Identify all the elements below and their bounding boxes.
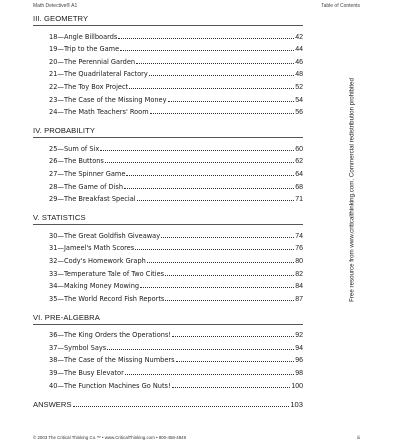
toc-entry[interactable] xyxy=(33,153,303,166)
entry-title: 29—The Breakfast Special xyxy=(49,195,136,204)
entry-page-number: 60 xyxy=(295,145,303,153)
entry-title: 27—The Spinner Game xyxy=(49,169,126,178)
entry-page-number: 62 xyxy=(295,158,303,166)
entry-page-number: 96 xyxy=(295,357,303,365)
dot-leader xyxy=(124,188,294,189)
entry-title: 19—Trip to the Game xyxy=(49,45,120,54)
toc-entry[interactable] xyxy=(33,240,303,253)
entry-page-number: 74 xyxy=(295,232,303,240)
dot-leader xyxy=(135,249,294,250)
toc-entry[interactable] xyxy=(33,53,303,66)
entry-page-number: 64 xyxy=(295,170,303,178)
toc-entry[interactable] xyxy=(33,104,303,117)
entry-title: 26—The Buttons xyxy=(49,157,104,166)
entry-page-number: 44 xyxy=(295,46,303,54)
entry-page-number: 100 xyxy=(291,382,303,390)
entry-title: 30—The Great Goldfish Giveaway xyxy=(49,231,161,240)
dot-leader xyxy=(125,374,294,375)
entry-page-number: 76 xyxy=(295,245,303,253)
entry-title: 34—Making Money Mowing xyxy=(49,282,140,291)
dot-leader xyxy=(168,101,295,102)
entry-page-number: 52 xyxy=(295,83,303,91)
entry-page-number: 87 xyxy=(295,295,303,303)
toc-entry-answers[interactable] xyxy=(33,397,303,409)
toc-section xyxy=(33,126,303,203)
dot-leader xyxy=(126,175,294,176)
toc-entry[interactable] xyxy=(33,140,303,153)
dot-leader xyxy=(73,406,289,407)
dot-leader xyxy=(107,349,294,350)
footer-page-number: iii xyxy=(357,435,360,440)
dot-leader xyxy=(147,262,294,263)
footer-copyright: © 2003 The Critical Thinking Co.™ • www.CriticalThinking.com • 800-458-4849 xyxy=(33,435,187,440)
entry-title: 21—The Quadrilateral Factory xyxy=(49,70,148,79)
toc-entry[interactable] xyxy=(33,91,303,104)
toc-entry[interactable] xyxy=(33,252,303,265)
entry-title: 22—The Toy Box Project xyxy=(49,82,129,91)
entry-page-number: 68 xyxy=(295,183,303,191)
entry-title: 28—The Game of Dish xyxy=(49,182,124,191)
entry-page-number: 71 xyxy=(295,196,303,204)
dot-leader xyxy=(137,200,295,201)
toc-entry[interactable] xyxy=(33,66,303,79)
toc-entry[interactable] xyxy=(33,227,303,240)
entry-title: 36—The King Orders the Operations! xyxy=(49,331,172,340)
dot-leader xyxy=(100,150,294,151)
entry-page-number: 98 xyxy=(295,370,303,378)
toc-entry[interactable] xyxy=(33,290,303,303)
entry-title: 18—Angle Billboards xyxy=(49,32,118,41)
dot-leader xyxy=(172,387,291,388)
entry-page-number: 56 xyxy=(295,109,303,117)
dot-leader xyxy=(136,63,294,64)
dot-leader xyxy=(165,300,294,301)
entry-title: 23—The Case of the Missing Money xyxy=(49,95,167,104)
entry-page-number: 80 xyxy=(295,257,303,265)
entry-page-number: 54 xyxy=(295,96,303,104)
dot-leader xyxy=(149,75,294,76)
redistribution-notice xyxy=(345,0,359,445)
toc-entry[interactable] xyxy=(33,178,303,191)
dot-leader xyxy=(150,113,295,114)
toc-entry[interactable] xyxy=(33,191,303,204)
dot-leader xyxy=(120,50,294,51)
entry-page-number: 94 xyxy=(295,344,303,352)
entry-title: 35—The World Record Fish Reports xyxy=(49,294,165,303)
toc-entry[interactable] xyxy=(33,41,303,54)
entry-page-number: 46 xyxy=(295,58,303,66)
entry-page-number: 84 xyxy=(295,283,303,291)
dot-leader xyxy=(118,38,294,39)
toc-entry[interactable] xyxy=(33,278,303,291)
toc-entry[interactable] xyxy=(33,352,303,365)
toc-entry[interactable] xyxy=(33,165,303,178)
entry-title: 39—The Busy Elevator xyxy=(49,369,124,378)
dot-leader xyxy=(172,336,294,337)
entry-title: 38—The Case of the Missing Numbers xyxy=(49,356,175,365)
entry-title: 37—Symbol Says xyxy=(49,343,107,352)
entry-page-number: 48 xyxy=(295,71,303,79)
entry-page-number: 42 xyxy=(295,33,303,41)
toc-entry[interactable] xyxy=(33,339,303,352)
toc-entry[interactable] xyxy=(33,377,303,390)
dot-leader xyxy=(105,162,294,163)
toc-sections xyxy=(33,14,303,390)
dot-leader xyxy=(165,275,294,276)
section-heading: VI. PRE-ALGEBRA xyxy=(33,313,303,325)
dot-leader xyxy=(176,361,295,362)
header-section-title: Table of Contents xyxy=(321,3,360,9)
header-book-title: Math Detective® A1 xyxy=(33,3,78,9)
section-heading: IV. PROBABILITY xyxy=(33,126,303,138)
toc-entry[interactable] xyxy=(33,327,303,340)
dot-leader xyxy=(140,287,294,288)
entry-title: 33—Temperature Tale of Two Cities xyxy=(49,269,165,278)
section-heading: V. STATISTICS xyxy=(33,213,303,225)
page-footer xyxy=(33,435,360,440)
entry-title: 31—Jameel's Math Scores xyxy=(49,244,135,253)
answers-page-number: 103 xyxy=(290,399,303,409)
toc-section xyxy=(33,313,303,390)
toc-section xyxy=(33,213,303,303)
toc-entry[interactable] xyxy=(33,78,303,91)
dot-leader xyxy=(161,237,294,238)
entry-title: 20—The Perennial Garden xyxy=(49,57,136,66)
table-of-contents xyxy=(33,14,303,409)
page-header xyxy=(33,3,360,9)
answers-label: ANSWERS xyxy=(33,399,72,409)
dot-leader xyxy=(129,88,294,89)
entry-title: 25—Sum of Six xyxy=(49,144,100,153)
entry-page-number: 82 xyxy=(295,270,303,278)
entry-title: 40—The Function Machines Go Nuts! xyxy=(49,381,171,390)
toc-section xyxy=(33,14,303,116)
toc-entry[interactable] xyxy=(33,364,303,377)
entry-page-number: 92 xyxy=(295,332,303,340)
redistribution-notice-text: Free resource from www.criticalthinking.com. Commercial redistribution prohibited xyxy=(348,78,356,302)
entry-title: 32—Cody's Homework Graph xyxy=(49,256,146,265)
toc-entry[interactable] xyxy=(33,265,303,278)
section-heading: III. GEOMETRY xyxy=(33,14,303,26)
toc-entry[interactable] xyxy=(33,28,303,41)
entry-title: 24—The Math Teachers' Room xyxy=(49,108,149,117)
